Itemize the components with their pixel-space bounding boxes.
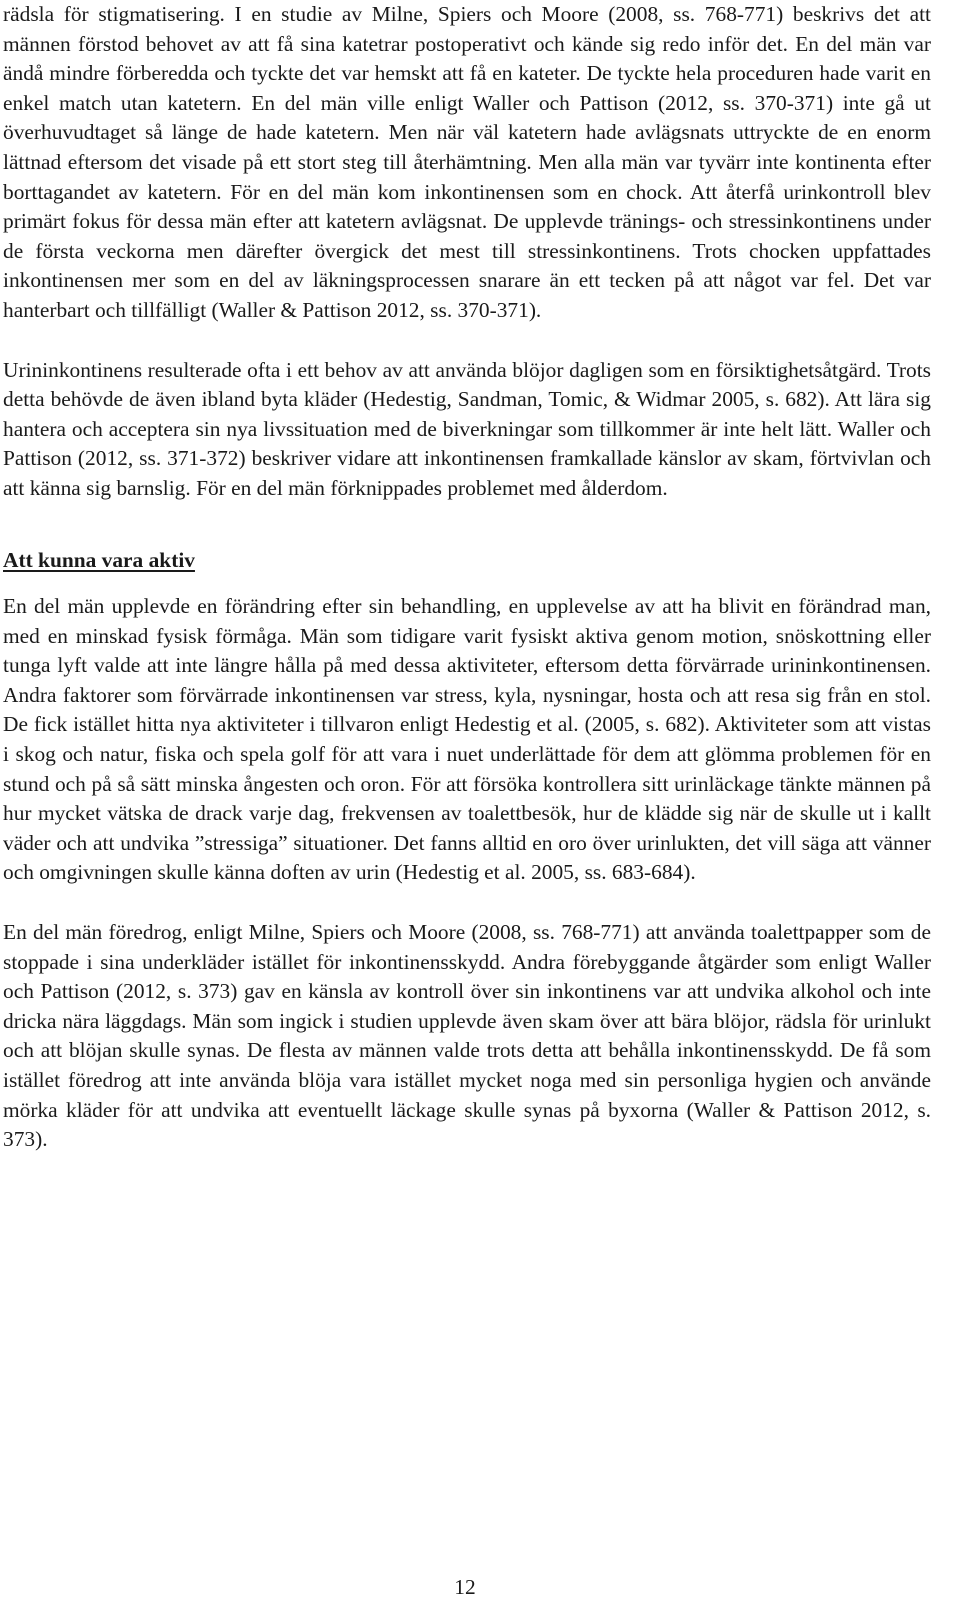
document-page xyxy=(3,0,931,1155)
body-paragraph-4: En del män föredrog, enligt Milne, Spiers och Moore (2008, ss. 768-771) att använda toalettpapper som de stoppade i sina underkläder istället för inkontinensskydd. Andra förebyggande åtgärder som enligt Waller och Pattison (2012, s. 373) gav en känsla av kontroll över sin inkontinens var att undvika alkohol och inte dricka nära läggdags. Män som ingick i studien upplevde även skam över att bära blöjor, rädsla för urinlukt och att blöjan skulle synas. De flesta av männen valde trots detta att behålla inkontinensskydd. De få som istället föredrog att inte använda blöja vara istället mycket noga med sin personliga hygien och använde mörka kläder för att undvika att eventuellt läckage skulle synas på byxorna (Waller & Pattison 2012, s. 373). xyxy=(3,920,931,1152)
page-number: 12 xyxy=(454,1575,476,1599)
body-paragraph-3: En del män upplevde en förändring efter sin behandling, en upplevelse av att ha blivit en förändrad man, med en minskad fysisk förmåga. Män som tidigare varit fysiskt aktiva genom motion, snöskottning eller tunga lyft valde att inte längre hålla på med dessa aktiviteter, eftersom detta förvärrade urininkontinensen. Andra faktorer som förvärrade inkontinensen var stress, kyla, nysningar, hosta och att resa sig från en stol. De fick istället hitta nya aktiviteter i tillvaron enligt Hedestig et al. (2005, s. 682). Aktiviteter som att vistas i skog och natur, fiska och spela golf för att vara i nuet underlättade för dem att glömma problemen för en stund och på så sätt minska ångesten och oron. För att försöka kontrollera sitt urinläckage tänkte männen på hur mycket vätska de drack varje dag, frekvensen av toalettbesök, hur de klädde sig när de skulle ut i kallt väder och att undvika ”stressiga” situationer. Det fanns alltid en oro över urinlukten, det vill säga att vänner och omgivningen skulle känna doften av urin (Hedestig et al. 2005, ss. 683-684). xyxy=(3,594,931,885)
section-heading: Att kunna vara aktiv xyxy=(3,547,195,572)
body-paragraph-2: Urininkontinens resulterade ofta i ett behov av att använda blöjor dagligen som en försiktighetsåtgärd. Trots detta behövde de även ibland byta kläder (Hedestig, Sandman, Tomic, & Widmar 2005, s. 682). Att lära sig hantera och acceptera sin nya livssituation med de biverkningar som tillkommer är inte helt lätt. Waller och Pattison (2012, ss. 371-372) beskriver vidare att inkontinensen framkallade känslor av skam, förtvivlan och att känna sig barnslig. För en del män förknippades problemet med ålderdom. xyxy=(3,357,931,500)
body-paragraph-1: rädsla för stigmatisering. I en studie av Milne, Spiers och Moore (2008, ss. 768-771) beskrivs det att männen förstod behovet av att få sina katetrar postoperativt och kände sig redo inför det. En del män var ändå mindre förberedda och tyckte det var hemskt att få en kateter. De tyckte hela proceduren hade varit en enkel match utan katetern. En del män ville enligt Waller och Pattison (2012, ss. 370-371) inte gå ut överhuvudtaget så länge de hade katetern. Men när väl katetern hade avlägsnats uttryckte de en enorm lättnad eftersom det visade på ett stort steg till återhämtning. Men alla män var tyvärr inte kontinenta efter borttagandet av katetern. För en del män kom inkontinensen som en chock. Att återfå urinkontroll blev primärt fokus för dessa män efter att katetern avlägsnat. De upplevde tränings- och stressinkontinens under de första veckorna men därefter övergick det mest till stressinkontinens. Trots chocken uppfattades inkontinensen mer som en del av läkningsprocessen snarare än ett tecken på att något var fel. Det var hanterbart och tillfälligt (Waller & Pattison 2012, ss. 370-371). xyxy=(3,2,931,322)
